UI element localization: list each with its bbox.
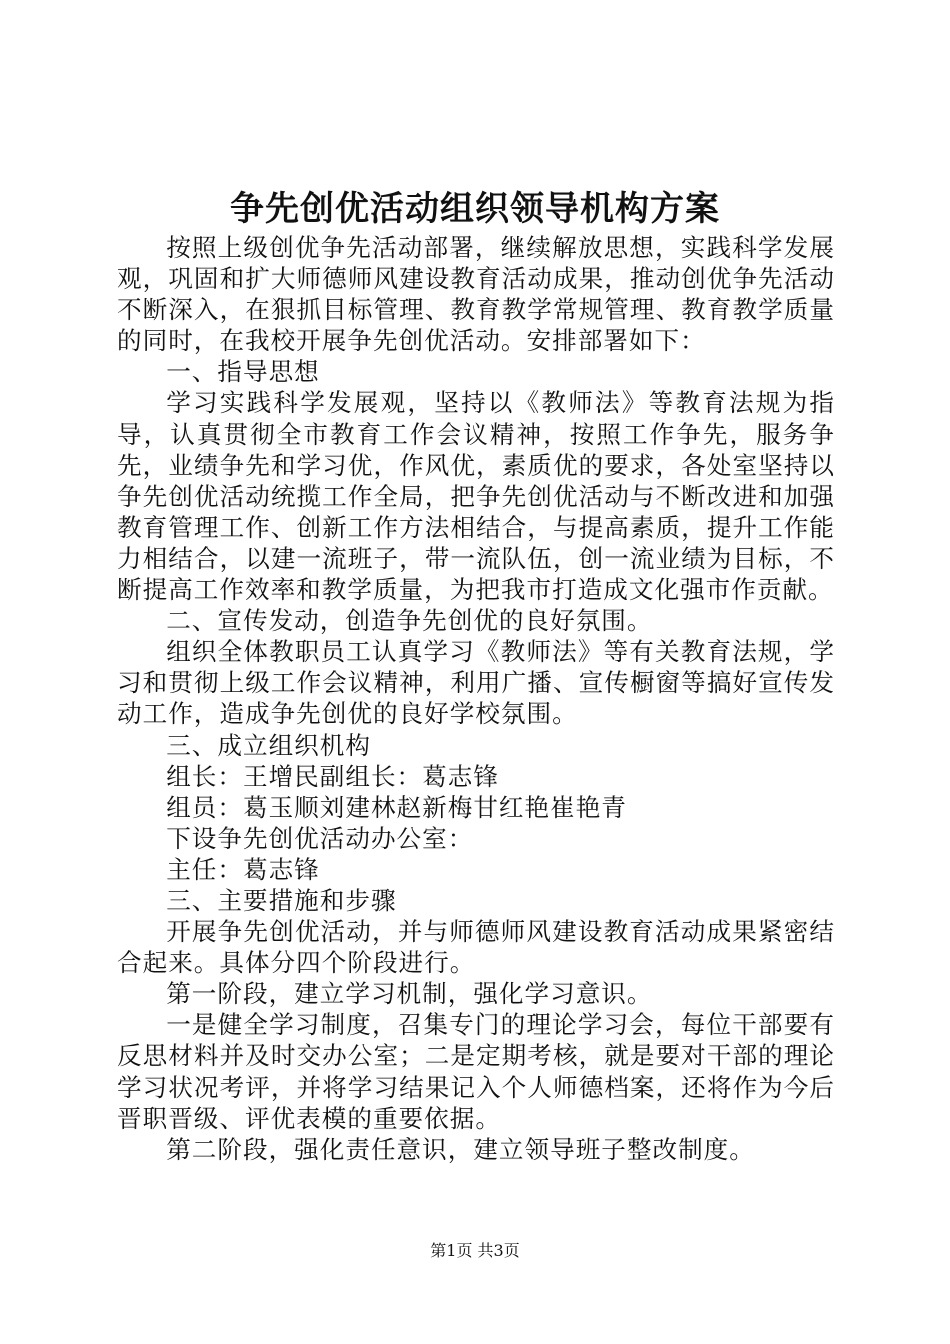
paragraph-publicity: 组织全体教职员工认真学习《教师法》等有关教育法规，学习和贯彻上级工作会议精神，利用广播、宣传橱窗等搞好宣传发动工作，造成争先创优的良好学校氛围。 <box>117 637 835 729</box>
phase-one-heading: 第一阶段，建立学习机制，强化学习意识。 <box>166 979 653 1009</box>
paragraph-phase-one: 一是健全学习制度，召集专门的理论学习会，每位干部要有反思材料并及时交办公室；二是定期考核，就是要对干部的理论学习状况考评，并将学习结果记入个人师德档案，还将作为今后晋职晋级、评优表模的重要依据。 <box>117 1010 835 1133</box>
page-number-footer: 第1页 共3页 <box>430 1241 520 1260</box>
paragraph-director: 主任：葛志锋 <box>166 854 320 884</box>
paragraph-members: 组员：葛玉顺刘建林赵新梅甘红艳崔艳青 <box>166 792 627 822</box>
paragraph-leaders: 组长：王增民副组长：葛志锋 <box>166 761 499 791</box>
paragraph-office: 下设争先创优活动办公室： <box>166 823 474 853</box>
section-heading-guiding-ideology: 一、指导思想 <box>166 357 320 387</box>
paragraph-intro: 按照上级创优争先活动部署，继续解放思想，实践科学发展观，巩固和扩大师德师风建设教育活动成果，推动创优争先活动不断深入，在狠抓目标管理、教育教学常规管理、教育教学质量的同时，在我校开展争先创优活动。安排部署如下： <box>117 233 835 356</box>
phase-two-heading: 第二阶段，强化责任意识，建立领导班子整改制度。 <box>166 1134 755 1164</box>
paragraph-measures: 开展争先创优活动，并与师德师风建设教育活动成果紧密结合起来。具体分四个阶段进行。 <box>117 917 835 978</box>
section-heading-organization: 三、成立组织机构 <box>166 730 371 760</box>
document-title: 争先创优活动组织领导机构方案 <box>230 189 720 229</box>
paragraph-guiding-ideology: 学习实践科学发展观，坚持以《教师法》等教育法规为指导，认真贯彻全市教育工作会议精神，按照工作争先，服务争先，业绩争先和学习优，作风优，素质优的要求，各处室坚持以争先创优活动统揽工作全局，把争先创优活动与不断改进和加强教育管理工作、创新工作方法相结合，与提高素质，提升工作能力相结合，以建一流班子，带一流队伍，创一流业绩为目标，不断提高工作效率和教学质量，为把我市打造成文化强市作贡献。 <box>117 388 835 605</box>
document-body <box>117 232 835 1165</box>
section-heading-measures: 三、主要措施和步骤 <box>166 885 397 915</box>
section-heading-publicity: 二、宣传发动，创造争先创优的良好氛围。 <box>166 606 653 636</box>
